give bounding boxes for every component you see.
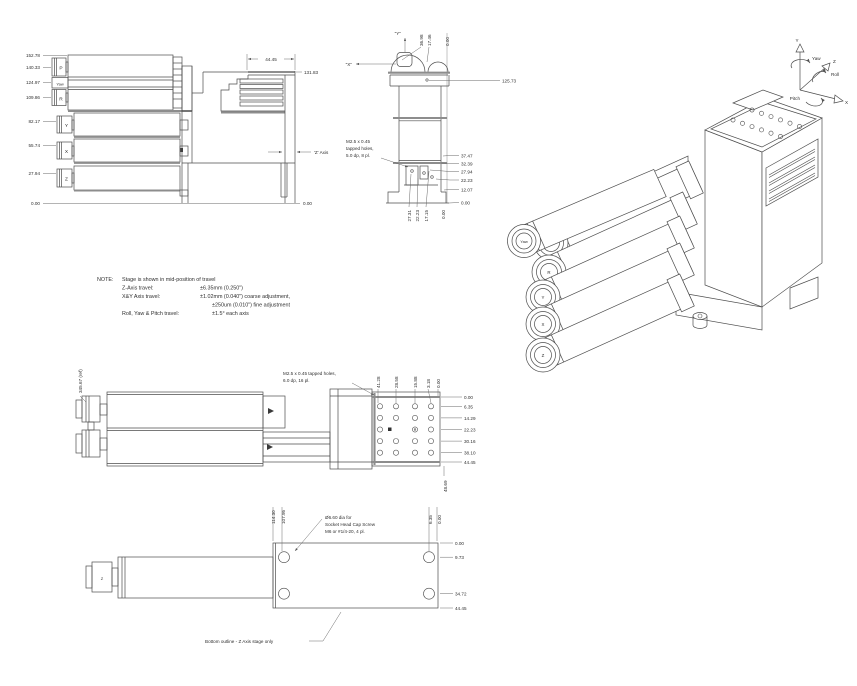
top-view-lower-dimensions [407,171,446,222]
y-direction-label: "Y" [394,31,401,36]
dim-label: 0.00 [31,201,40,206]
axis-roll-label: Roll [831,72,839,77]
note-row-value: ±250um (0.010") fine adjustment [212,302,290,309]
iso-knob-label: R [547,270,551,275]
top-view [346,31,517,222]
dim-label: 27.94 [28,171,40,176]
dim-label: 55.74 [28,143,40,148]
side-view-right-dimensions [441,395,476,492]
note-row-label: X&Y Axis travel: [122,294,161,300]
counterbore-note [295,515,376,551]
stage-knob-label-r: R [59,97,63,103]
axis-pitch-label: Pitch [789,96,800,101]
note-row-value: ±1.02mm (0.040") coarse adjustment, [200,294,290,300]
stage-knob-label-x: X [64,150,69,155]
dim-label: 9.73 [455,555,464,561]
note-line: M6 or #1/4-20, 4 pl. [325,529,365,534]
side-view-top-dimensions [376,376,441,403]
note-row-value: ±1.5° each axis [212,311,249,317]
dim-label: 3.18 [426,379,431,388]
dim-label: 124.97 [25,80,40,85]
dim-label: 44.45 [464,460,476,465]
note-row-label: Z-Axis travel: [122,285,154,292]
caption-text: Bottom outline - Z Axis stage only [205,639,274,644]
stage-y [57,113,188,137]
top-view-profile [386,53,516,204]
note-row-label: Roll, Yaw & Pitch travel: [122,311,180,317]
z-knob-label: Z [100,576,104,581]
dim-label: 36.98 [419,34,424,46]
dim-label: 22.23 [464,427,476,433]
side-view-knobs [76,396,107,457]
dim-label: 44.45 [455,606,467,611]
stage-x [57,139,188,163]
front-elevation-view [26,53,329,206]
dim-label: 15.88 [413,376,418,388]
stage-knob-label-z: Z [65,177,68,183]
dim-label: 114.30 [271,510,276,524]
bottom-view-z-stage [86,557,273,598]
dim-label: 0.00 [436,379,441,388]
axis-y-label: Y [795,38,799,43]
dim-ref-345: 345.67 (ref) [78,369,83,393]
note-line: M2.5 x 0.45 [346,139,371,144]
note-block [97,277,290,317]
iso-knob-label: Y [541,295,545,300]
front-left-dimensions [26,53,300,206]
axis-yaw-label: Yaw [812,56,821,61]
note-line: Socket Head Cap Screw [325,522,376,527]
dim-label: 22.23 [415,210,420,222]
iso-knob-label: Yaw [520,239,528,244]
bottom-view [86,507,467,644]
note-line: 5.0 dp, 8 pl. [346,153,371,158]
bottom-view-plate [273,543,438,608]
stage-knob-label-p: P [59,66,63,72]
note-intro: Stage is shown in mid-position of travel [122,277,216,283]
dim-label: 17.15 [424,210,429,222]
dim-label: 27.31 [407,210,412,222]
note-line: M2.5 x 0.45 tapped holes, [283,371,336,376]
dim-label: 38.10 [464,450,476,456]
stage-z [57,166,188,196]
dim-hole-125-73: 125.73 [502,78,517,84]
note-row-value: ±6.35mm (0.250") [200,285,243,292]
front-right-dimensions [247,54,329,206]
dim-label: 6.35 [428,515,433,524]
dim-label: 0.00 [461,200,470,206]
dim-label: 22.23 [461,178,473,183]
side-view-hole-face [372,392,440,466]
stage-knob-label-y: Y [64,124,69,129]
dim-label: 32.39 [461,161,473,167]
dim-label: 152.78 [25,53,40,58]
note-heading: NOTE: [97,277,114,283]
dim-label: 17.46 [427,34,432,46]
top-view-right-dimensions [430,154,473,206]
iso-knob-label: Z [541,353,545,358]
tapped-holes-note-16pl [283,371,374,395]
side-view [76,369,476,492]
dim-label: 34.72 [455,591,467,597]
side-view-body [107,389,372,469]
dim-label: 109.86 [25,95,40,100]
isometric-view [508,90,823,372]
front-right-assembly [182,66,295,203]
dim-label: 12.07 [461,187,473,193]
bottom-view-caption [205,612,341,644]
dim-label: 30.16 [464,439,476,445]
note-line: 6.0 dp, 16 pl. [283,378,310,383]
dim-label: 6.35 [464,404,473,410]
z-axis-callout: 'Z' Axis [314,150,329,155]
dim-label: 28.58 [394,376,399,388]
axis-x-label: X [845,100,849,105]
note-line: Ø6.60 dia for [325,515,352,520]
dim-label: 82.17 [28,119,40,124]
dim-plate-height: 131.83 [304,70,319,75]
x-direction-label: "X" [345,62,352,67]
stage-knob-label-yaw: Yaw [56,81,64,87]
note-line: tapped holes, [346,146,374,151]
dim-label: 41.28 [376,376,381,388]
dim-overall-48-69: 48.69 [443,480,448,492]
dim-width-44-45: 44.45 [265,57,277,62]
dim-label: 0.00 [445,37,450,46]
dim-label: 0.00 [464,395,473,400]
dim-label: 0.00 [441,210,446,219]
axis-z-label: Z [833,59,836,64]
dim-label: 0.00 [455,541,464,546]
iso-knob-label: X [541,322,545,327]
bottom-view-right-dimensions [440,541,467,611]
coordinate-axes-icon [790,38,848,106]
dim-base-right: 0.00 [303,201,312,206]
dim-label: 0.00 [437,515,442,524]
dim-label: 14.29 [464,415,476,421]
dim-label: 107.95 [281,509,286,524]
stage-p-yaw-r [52,55,192,111]
dim-label: 27.94 [461,169,473,175]
dim-label: 140.33 [25,65,40,70]
dim-label: 37.47 [461,153,473,159]
